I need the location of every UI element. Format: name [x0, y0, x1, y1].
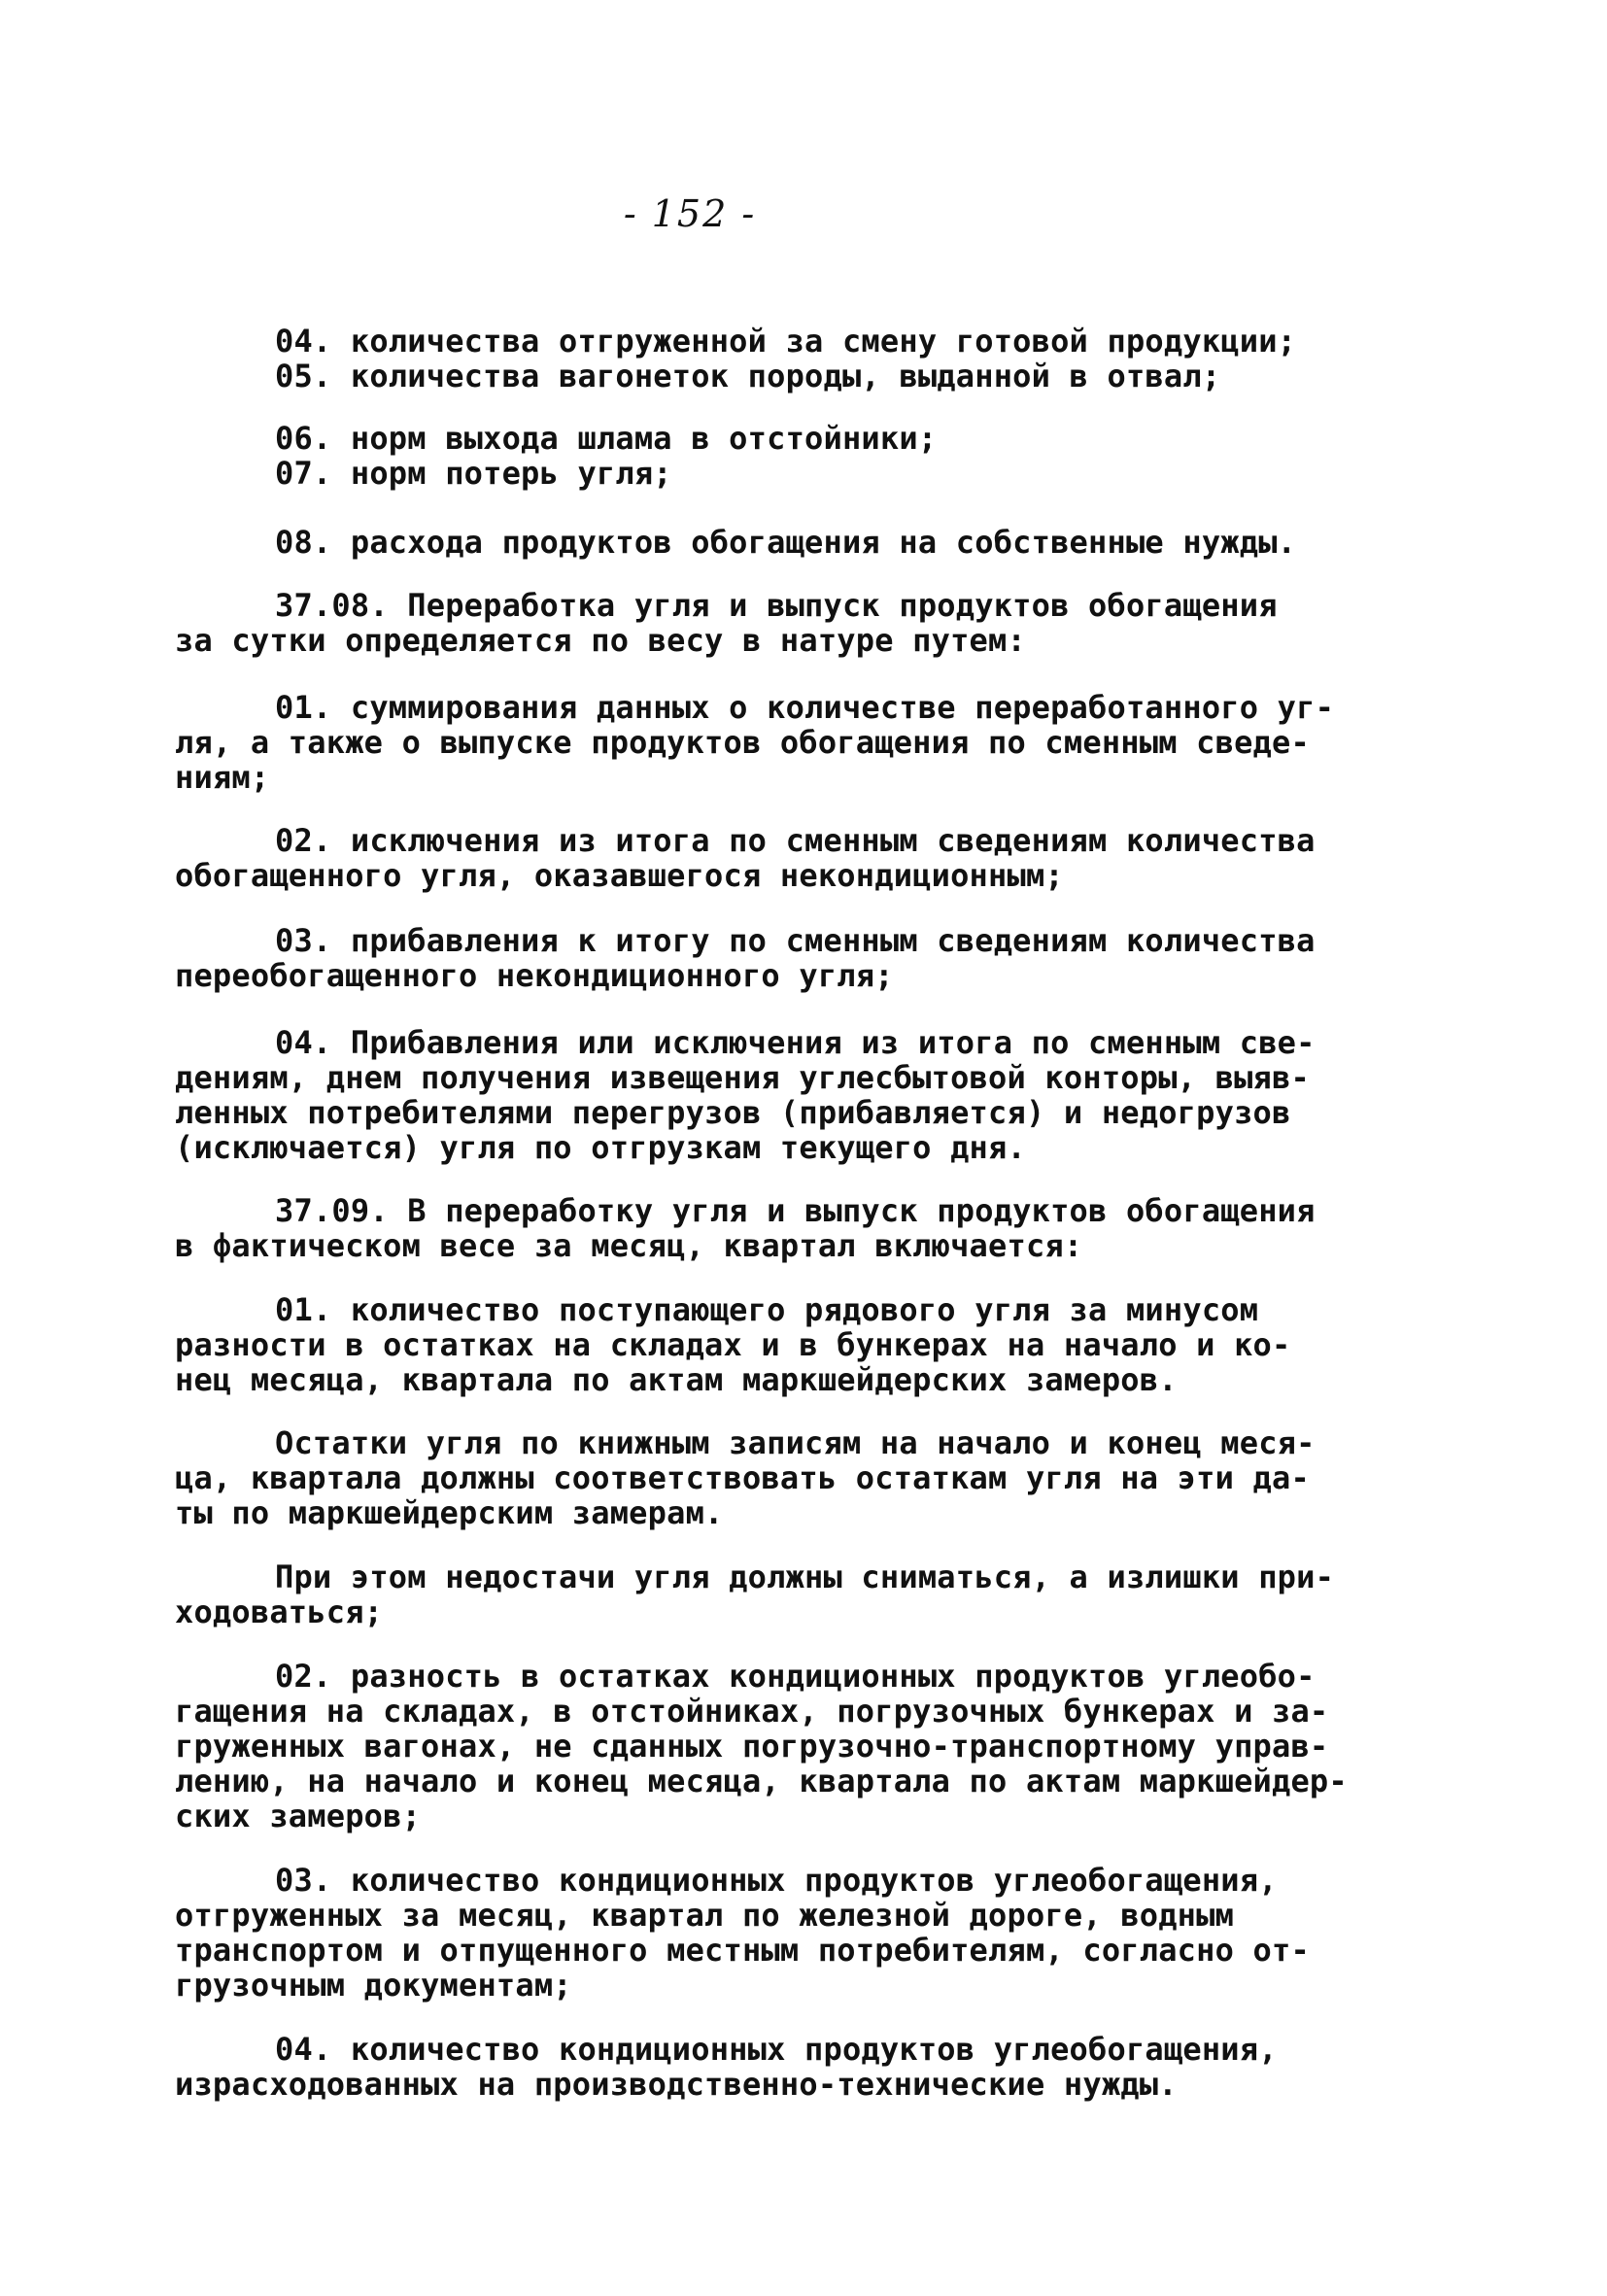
text-line: ца, квартала должны соответствовать остаткам угля на эти да- — [175, 1459, 1310, 1496]
text-line: ских замеров; — [175, 1798, 422, 1834]
text-line: дениям, днем получения извещения углесбытовой конторы, выяв- — [175, 1059, 1310, 1096]
text-line: ты по маркшейдерским замерам. — [175, 1494, 724, 1531]
text-line: 03. количество кондиционных продуктов углеобогащения, — [275, 1862, 1278, 1899]
text-line: 08. расхода продуктов обогащения на собственные нужды. — [275, 524, 1297, 561]
text-line: переобогащенного некондиционного угля; — [175, 957, 894, 994]
page-number: - 152 - — [623, 192, 757, 235]
text-line: 37.08. Переработка угля и выпуск продуктов обогащения — [275, 587, 1278, 624]
text-line: 37.09. В переработку угля и выпуск продуктов обогащения — [275, 1192, 1316, 1229]
text-line: транспортом и отпущенного местным потребителям, согласно от- — [175, 1932, 1310, 1969]
text-line: обогащенного угля, оказавшегося некондиционным; — [175, 857, 1064, 894]
text-line: ходоваться; — [175, 1593, 384, 1630]
text-line: 01. суммирования данных о количестве переработанного уг- — [275, 689, 1335, 726]
text-line: 03. прибавления к итогу по сменным сведениям количества — [275, 922, 1316, 959]
text-line: 04. Прибавления или исключения из итога по сменным све- — [275, 1024, 1316, 1061]
text-line: отгруженных за месяц, квартал по железной дороге, водным — [175, 1897, 1235, 1934]
text-line: 02. исключения из итога по сменным сведениям количества — [275, 822, 1316, 859]
text-line: При этом недостачи угля должны сниматься, а излишки при- — [275, 1559, 1335, 1595]
text-line: ленных потребителями перегрузов (прибавляется) и недогрузов — [175, 1094, 1291, 1131]
text-line: ниям; — [175, 759, 270, 796]
text-line: нец месяца, квартала по актам маркшейдерских замеров. — [175, 1361, 1178, 1398]
text-line: за сутки определяется по весу в натуре путем: — [175, 622, 1026, 659]
text-line: в фактическом весе за месяц, квартал включается: — [175, 1227, 1083, 1264]
text-line: 01. количество поступающего рядового угля за минусом — [275, 1291, 1259, 1328]
text-line: грузочным документам; — [175, 1967, 572, 2004]
text-line: 04. количества отгруженной за смену готовой продукции; — [275, 323, 1297, 360]
text-line: израсходованных на производственно-технические нужды. — [175, 2066, 1178, 2103]
text-line: разности в остатках на складах и в бункерах на начало и ко- — [175, 1326, 1291, 1363]
text-line: 06. норм выхода шлама в отстойники; — [275, 420, 938, 457]
text-line: груженных вагонах, не сданных погрузочно-транспортному управ- — [175, 1728, 1329, 1765]
text-line: Остатки угля по книжным записям на начало и конец меся- — [275, 1424, 1316, 1461]
text-line: 02. разность в остатках кондиционных продуктов углеобо- — [275, 1658, 1316, 1695]
text-line: (исключается) угля по отгрузкам текущего дня. — [175, 1129, 1026, 1166]
text-line: лению, на начало и конец месяца, квартала по актам маркшейдер- — [175, 1763, 1348, 1799]
text-line: ля, а также о выпуске продуктов обогащения по сменным сведе- — [175, 724, 1310, 761]
text-line: 07. норм потерь угля; — [275, 455, 672, 492]
text-line: гащения на складах, в отстойниках, погрузочных бункерах и за- — [175, 1693, 1329, 1730]
text-line: 04. количество кондиционных продуктов углеобогащения, — [275, 2031, 1278, 2068]
text-line: 05. количества вагонеток породы, выданной в отвал; — [275, 358, 1221, 394]
